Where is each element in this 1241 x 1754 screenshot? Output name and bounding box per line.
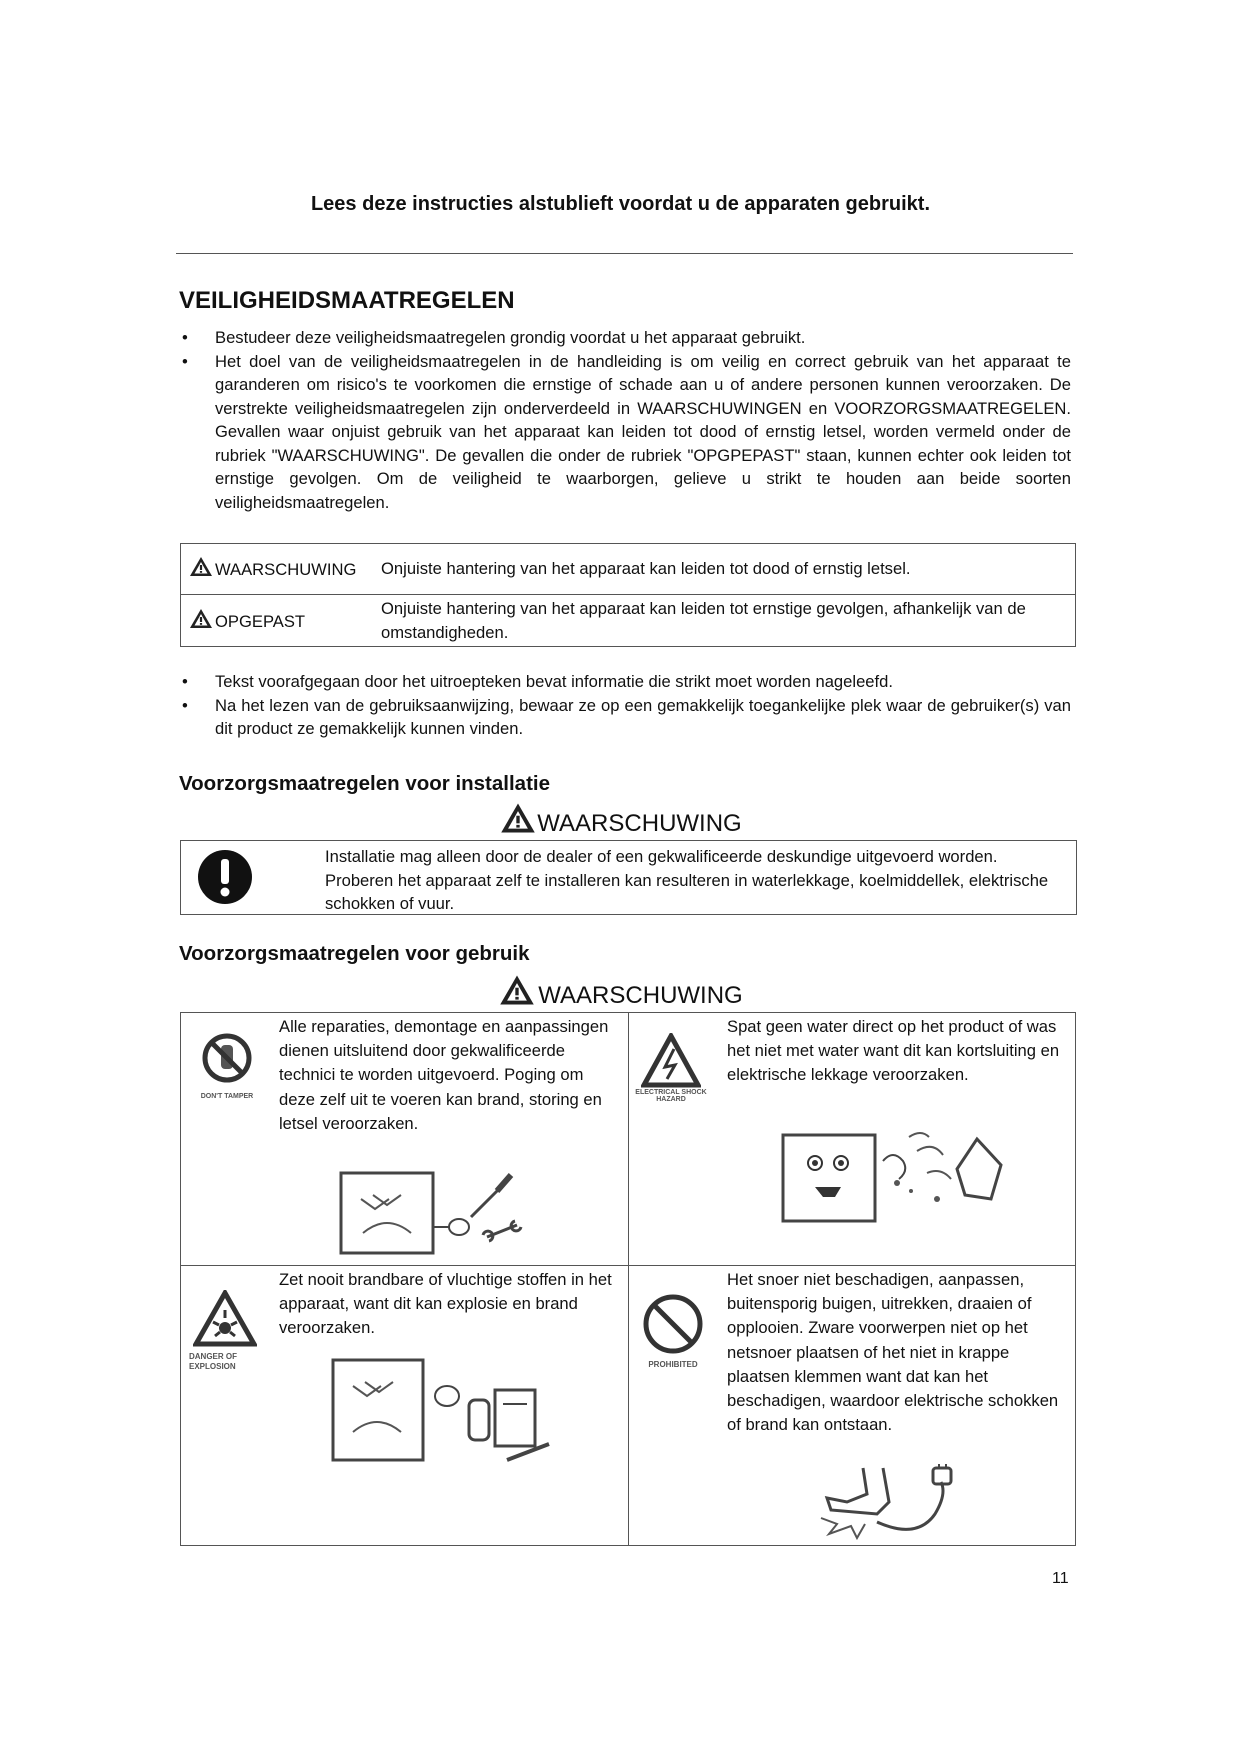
table-row (181, 595, 1076, 647)
level-label: WAARSCHUWING (215, 560, 357, 580)
divider (176, 253, 1073, 254)
warning-triangle-icon (499, 802, 537, 834)
page-number: 11 (1052, 1570, 1069, 1587)
usage-cell-electrical-shock (629, 1013, 1075, 1265)
cell-text: Zet nooit brandbare of vluchtige stoffen in het apparaat, want dit kan explosie en brand veroorzaken. (279, 1270, 612, 1338)
usage-warning-grid (180, 1012, 1076, 1546)
electrical-shock-icon (641, 1033, 701, 1091)
warning-label: WAARSCHUWING (537, 810, 742, 837)
bullet-item: • Bestudeer deze veiligheidsmaatregelen grondig voordat u het apparaat gebruikt. (179, 326, 1071, 350)
usage-cell-explosion (181, 1266, 628, 1545)
installation-title: Voorzorgsmaatregelen voor installatie (179, 772, 551, 795)
cell-text: Het snoer niet beschadigen, aanpassen, buitensporig buigen, uitrekken, draaien of opplooien. Zware voorwerpen niet op het netsnoer plaatsen of het niet in krappe plaatsen klemmen want dat kan het beschadigen, waardoor elektrische schokken of brand kan ontstaan. (727, 1270, 1059, 1435)
cell-text: Alle reparaties, demontage en aanpassingen dienen uitsluitend door gekwalificeerde technici te worden uitgevoerd. Poging om deze zelf uit te voeren kan brand, storing en letsel veroorzaken. (279, 1017, 609, 1133)
installation-warning-header (0, 802, 1241, 838)
warning-triangle-icon (498, 974, 536, 1006)
safety-bullets (179, 326, 1071, 514)
safety-title: VEILIGHEIDSMAATREGELEN (179, 287, 515, 314)
explosion-icon (193, 1290, 257, 1348)
info-bullets (179, 670, 1071, 741)
warning-triangle-icon (189, 556, 213, 577)
usage-title: Voorzorgsmaatregelen voor gebruik (179, 942, 530, 965)
appliance-tools-illustration (339, 1165, 529, 1255)
icon-caption: PROHIBITED (648, 1360, 698, 1369)
bullet-item: • Tekst voorafgegaan door het uitroepteken bevat informatie die strikt moet worden nageleefd. (179, 670, 1071, 694)
usage-warning-header (0, 974, 1241, 1010)
dont-tamper-icon (195, 1031, 259, 1099)
flammable-illustration (331, 1356, 561, 1466)
usage-cell-dont-tamper (181, 1013, 628, 1265)
signal-word-table (180, 543, 1076, 647)
bullet-item: • Na het lezen van de gebruiksaanwijzing, bewaar ze op een gemakkelijk toegankelijke plek waar de gebruiker(s) van dit product ze gemakkelijk kunnen vinden. (179, 694, 1071, 741)
level-label: OPGEPAST (215, 611, 306, 631)
icon-caption: DON'T TAMPER (200, 1093, 254, 1100)
water-splash-illustration (777, 1121, 1017, 1231)
bullet-item: • Het doel van de veiligheidsmaatregelen in de handleiding is om veilig en correct gebruik van het apparaat te garanderen om risico's te voorkomen die ernstige of schade aan u of andere personen kunnen veroorzaken. De verstrekte veiligheidsmaatregelen zijn onderverdeeld in WAARSCHUWINGEN en VOORZORGSMAATREGELEN. Gevallen waar onjuist gebruik van het apparaat kan leiden tot dood of ernstig letsel, worden vermeld onder de rubriek "WAARSCHUWING". De gevallen die onder de rubriek "OPGPEPAST" staan, kunnen echter ook leiden tot ernstige gevolgen. Om de veiligheid te waarborgen, gelieve u strikt te houden aan beide soorten veiligheidsmaatregelen. (179, 350, 1071, 515)
caution-triangle-icon (189, 608, 213, 629)
icon-caption: ELECTRICAL SHOCK HAZARD (635, 1089, 707, 1103)
cell-text: Spat geen water direct op het product of was het niet met water want dit kan kortsluiting en elektrische lekkage veroorzaken. (727, 1017, 1060, 1085)
table-row (181, 544, 1076, 595)
exclamation-icon (197, 849, 253, 905)
usage-cell-prohibited (629, 1266, 1075, 1545)
icon-caption: DANGER OF EXPLOSION (189, 1352, 237, 1371)
warning-label: WAARSCHUWING (538, 982, 743, 1009)
intro-heading: Lees deze instructies alstublieft voordat u de apparaten gebruikt. (310, 193, 931, 215)
level-description: Onjuiste hantering van het apparaat kan leiden tot ernstige gevolgen, afhankelijk van de omstandigheden. (373, 595, 1076, 647)
installation-text: Installatie mag alleen door de dealer of een gekwalificeerde deskundige uitgevoerd worden. Proberen het apparaat zelf te installeren kan resulteren in waterlekkage, koelmiddellek, elektrische schokken of vuur. (325, 847, 1049, 913)
level-description: Onjuiste hantering van het apparaat kan leiden tot dood of ernstig letsel. (373, 544, 1076, 595)
prohibited-icon (641, 1292, 705, 1356)
stepping-on-cord-illustration (817, 1464, 977, 1540)
installation-box (180, 840, 1077, 915)
